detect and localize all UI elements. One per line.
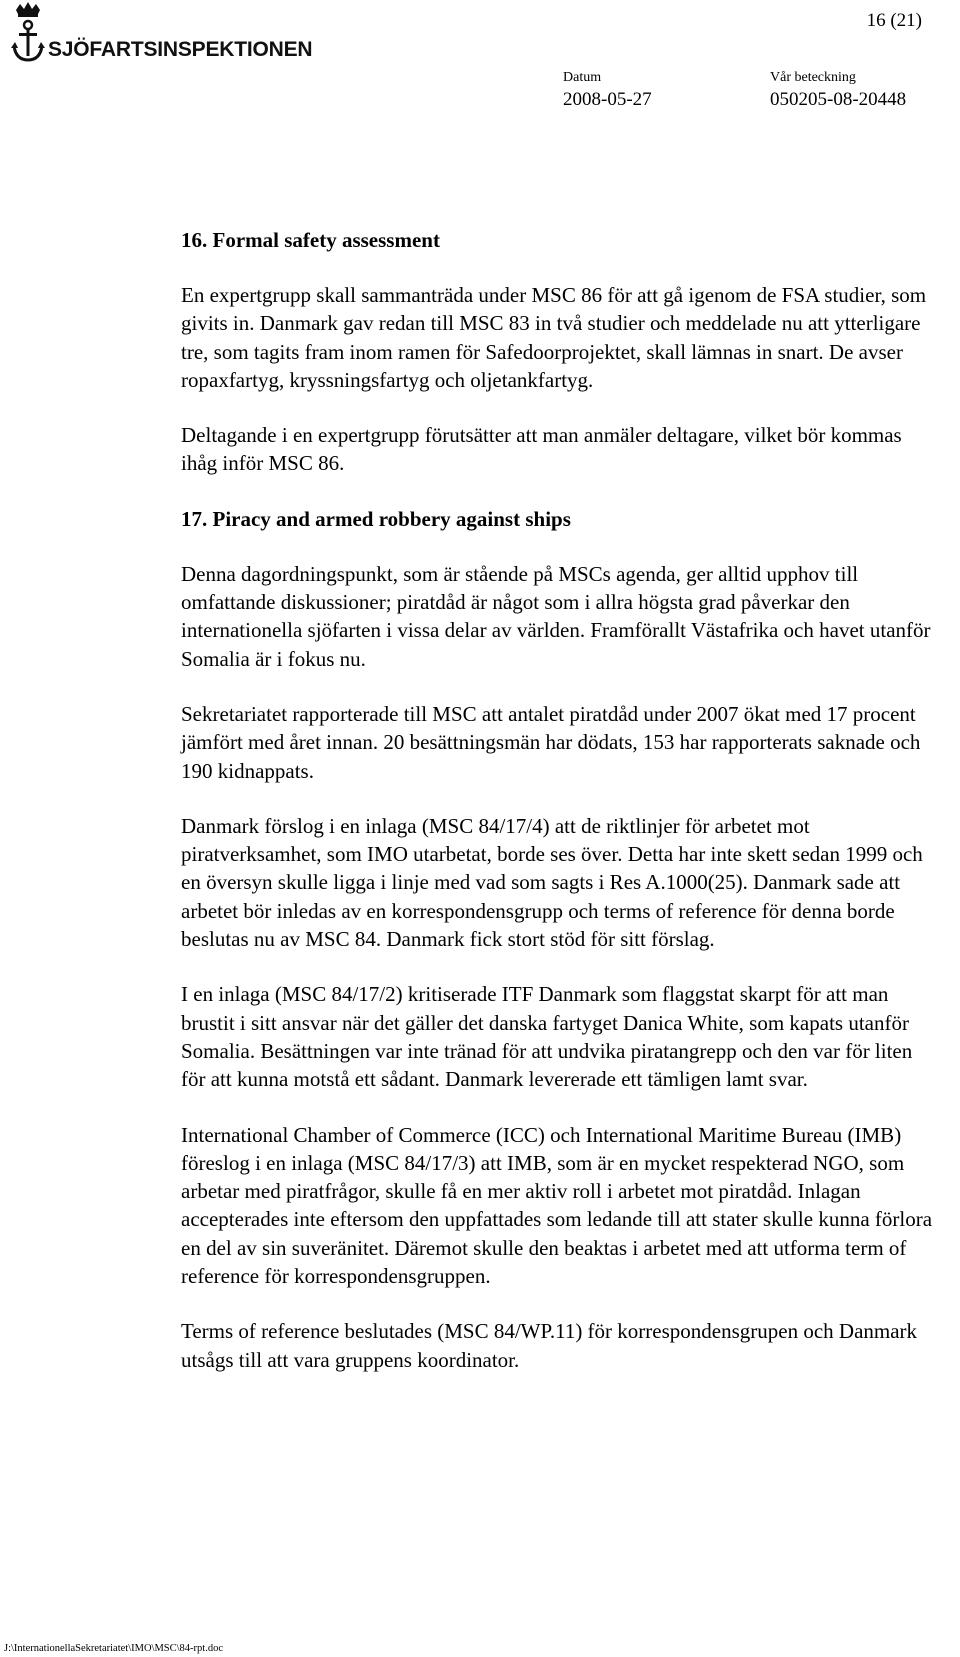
date-value: 2008-05-27 xyxy=(563,89,652,110)
section-heading-17: 17. Piracy and armed robbery against ships xyxy=(181,506,571,531)
paragraph: Terms of reference beslutades (MSC 84/WP.11) för korrespondensgrupen och Danmark utsågs till att vara gruppens koordinator. xyxy=(181,1319,918,1372)
paragraph: Danmark förslog i en inlaga (MSC 84/17/4) att de riktlinjer för arbetet mot piratverksamhet, som IMO utarbetat, borde ses över. Detta har inte skett sedan 1999 och en översyn skulle ligga i linje med vad som sagts i Res A.1000(25). Danmark sade att arbetet bör inledas av en korrespondensgrupp och terms of reference för denna borde beslutas nu av MSC 84. Danmark fick stort stöd för sitt förslag. xyxy=(181,813,923,952)
paragraph: Sekretariatet rapporterade till MSC att antalet piratdåd under 2007 ökat med 17 procent jämfört med året innan. 20 besättningsmän har dödats, 153 har rapporterats saknade och 190 kidnappats. xyxy=(181,701,921,783)
paragraph: I en inlaga (MSC 84/17/2) kritiserade ITF Danmark som flaggstat skarpt för att man brustit i sitt ansvar när det gäller det danska fartyget Danica White, som kapats utanför Somalia. Besättningen var inte tränad för att undvika piratangrepp och den var för liten för att kunna motstå ett sådant. Danmark levererade ett tämligen lamt svar. xyxy=(181,982,913,1092)
date-block xyxy=(563,70,652,111)
reference-block xyxy=(770,70,906,111)
paragraph: Deltagande i en expertgrupp förutsätter att man anmäler deltagare, vilket bör kommas ihåg inför MSC 86. xyxy=(181,423,902,476)
date-label: Datum xyxy=(563,70,602,85)
page-number: 16 (21) xyxy=(866,10,922,31)
agency-name: SJÖFARTSINSPEKTIONEN xyxy=(48,38,313,61)
paragraph: Denna dagordningspunkt, som är stående på MSCs agenda, ger alltid upphov till omfattande diskussioner; piratdåd är något som i allra högsta grad påverkar den internationella sjöfarten i vissa delar av världen. Framförallt Västafrika och havet utanför Somalia är i fokus nu. xyxy=(181,561,931,671)
file-path-footer: J:\InternationellaSekretariatet\IMO\MSC\84-rpt.doc xyxy=(4,1643,223,1654)
reference-value: 050205-08-20448 xyxy=(770,89,907,110)
agency-logo xyxy=(8,0,313,68)
paragraph: En expertgrupp skall sammanträda under MSC 86 för att gå igenom de FSA studier, som givits in. Danmark gav redan till MSC 83 in två studier och meddelade nu att ytterligare tre, som tagits fram inom ramen för Safedoorprojektet, skall lämnas in snart. De avser ropaxfartyg, kryssningsfartyg och oljetankfartyg. xyxy=(181,283,927,392)
document-body xyxy=(181,226,941,1401)
reference-label: Vår beteckning xyxy=(770,70,856,85)
paragraph: International Chamber of Commerce (ICC) och International Maritime Bureau (IMB) föreslog i en inlaga (MSC 84/17/3) att IMB, som är en mycket respekterad NGO, som arbetar med piratfrågor, skulle få en mer aktiv roll i arbetet mot piratdåd. Inlagan accepterades inte eftersom den uppfattades som ledande till att stater skulle kunna förlora en del av sin suveränitet. Däremot skulle den beaktas i arbetet med att utforma term of reference för korrespondensgruppen. xyxy=(181,1122,933,1289)
crown-anchor-emblem-icon xyxy=(8,0,48,66)
section-heading-16: 16. Formal safety assessment xyxy=(181,228,440,252)
